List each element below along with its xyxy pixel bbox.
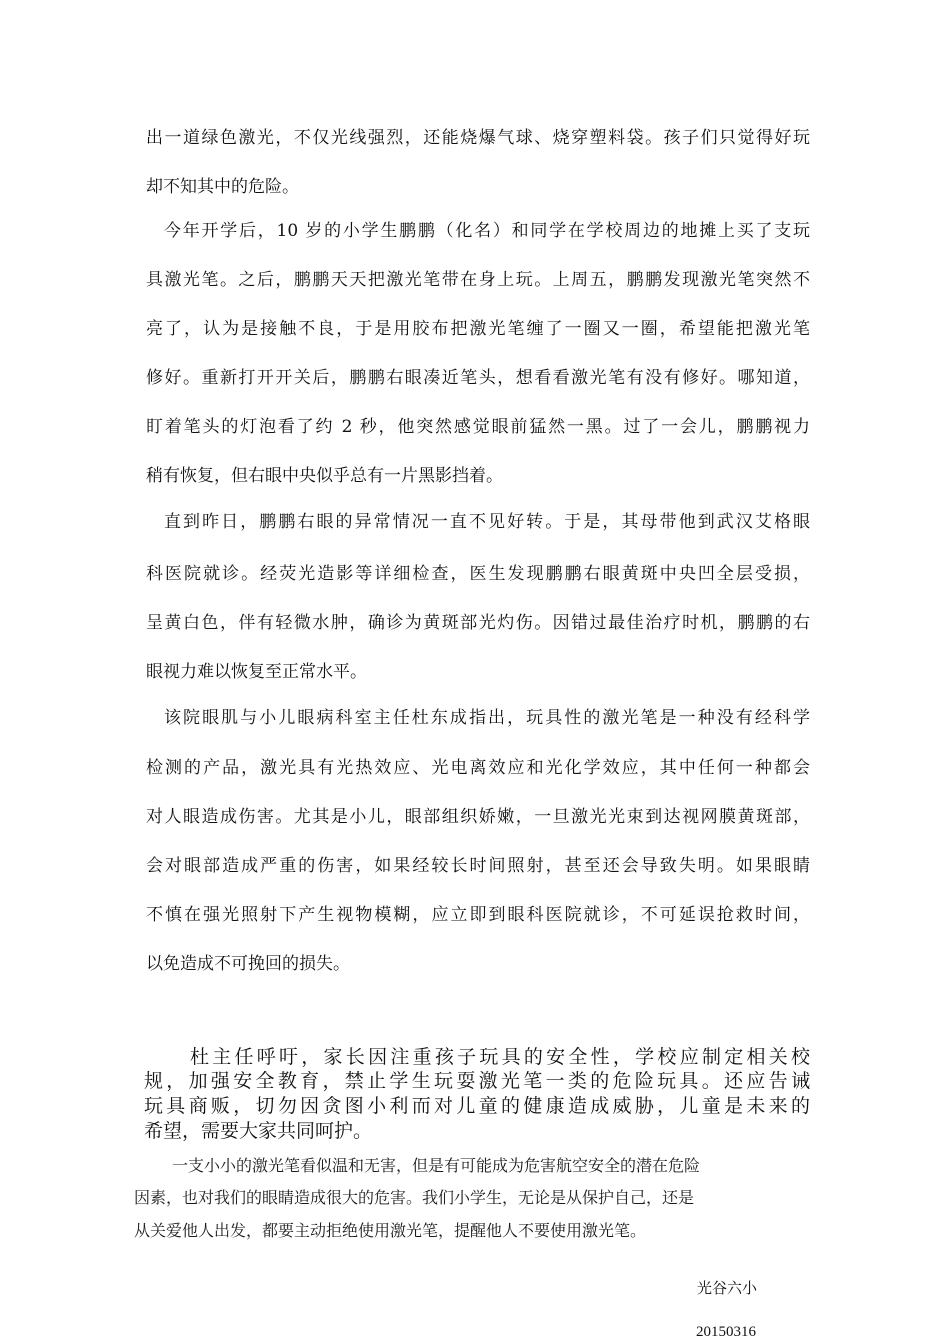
article-p4-line-5: 不慎在强光照射下产生视物模糊，应立即到眼科医院就诊，不可延误抢救时间， (146, 905, 810, 925)
article-p1-line-1: 出一道绿色激光，不仅光线强烈，还能烧爆气球、烧穿塑料袋。孩子们只觉得好玩 (146, 128, 810, 148)
article-p3-line-3: 呈黄白色，伴有轻微水肿，确诊为黄斑部光灼伤。因错过最佳治疗时机，鹏鹏的右 (146, 613, 810, 633)
article-p4-line-1: 该院眼肌与小儿眼病科室主任杜东成指出，玩具性的激光笔是一种没有经科学 (164, 708, 810, 728)
article-p2-line-2: 具激光笔。之后，鹏鹏天天把激光笔带在身上玩。上周五，鹏鹏发现激光笔突然不 (146, 270, 810, 290)
appeal-line-3: 玩具商贩，切勿因贪图小利而对儿童的健康造成威胁，儿童是未来的 (144, 1095, 810, 1117)
conclusion-line-3: 从关爱他人出发，都要主动拒绝使用激光笔，提醒他人不要使用激光笔。 (134, 1221, 647, 1240)
appeal-line-1: 杜主任呼吁，家长因注重孩子玩具的安全性，学校应制定相关校 (190, 1046, 810, 1068)
article-p3-line-1: 直到昨日，鹏鹏右眼的异常情况一直不见好转。于是，其母带他到武汉艾格眼 (164, 512, 810, 532)
article-p2-line-4: 修好。重新打开开关后，鹏鹏右眼凑近笔头，想看看激光笔有没有修好。哪知道， (146, 368, 810, 388)
article-p2-line-6: 稍有恢复，但右眼中央似乎总有一片黑影挡着。 (146, 466, 503, 486)
conclusion-line-2: 因素，也对我们的眼睛造成很大的危害。我们小学生，无论是从保护自己，还是 (134, 1188, 695, 1207)
article-p4-line-4: 会对眼部造成严重的伤害，如果经较长时间照射，甚至还会导致失明。如果眼睛 (146, 856, 810, 876)
appeal-line-2: 规，加强安全教育，禁止学生玩耍激光笔一类的危险玩具。还应告诫 (144, 1070, 810, 1092)
article-p3-line-4: 眼视力难以恢复至正常水平。 (146, 662, 367, 682)
article-p2-line-1: 今年开学后，10 岁的小学生鹏鹏（化名）和同学在学校周边的地摊上买了支玩 (164, 221, 810, 241)
article-p3-line-2: 科医院就诊。经荧光造影等详细检查，医生发现鹏鹏右眼黄斑中央凹全层受损， (146, 564, 810, 584)
article-p2-line-5: 盯着笔头的灯泡看了约 2 秒，他突然感觉眼前猛然一黑。过了一会儿，鹏鹏视力 (146, 417, 810, 437)
conclusion-line-1: 一支小小的激光笔看似温和无害，但是有可能成为危害航空安全的潜在危险 (172, 1156, 701, 1175)
appeal-line-4: 希望，需要大家共同呵护。 (144, 1120, 373, 1142)
article-p1-line-2: 却不知其中的危险。 (146, 177, 299, 197)
article-p2-line-3: 亮了，认为是接触不良，于是用胶布把激光笔缠了一圈又一圈，希望能把激光笔 (146, 319, 810, 339)
article-p4-line-6: 以免造成不可挽回的损失。 (146, 954, 350, 974)
signature-date: 20150316 (696, 1324, 756, 1340)
article-p4-line-2: 检测的产品，激光具有光热效应、光电离效应和光化学效应，其中任何一种都会 (146, 758, 810, 778)
signature-school: 光谷六小 (697, 1279, 758, 1297)
article-p4-line-3: 对人眼造成伤害。尤其是小儿，眼部组织娇嫩，一旦激光光束到达视网膜黄斑部， (146, 807, 810, 827)
